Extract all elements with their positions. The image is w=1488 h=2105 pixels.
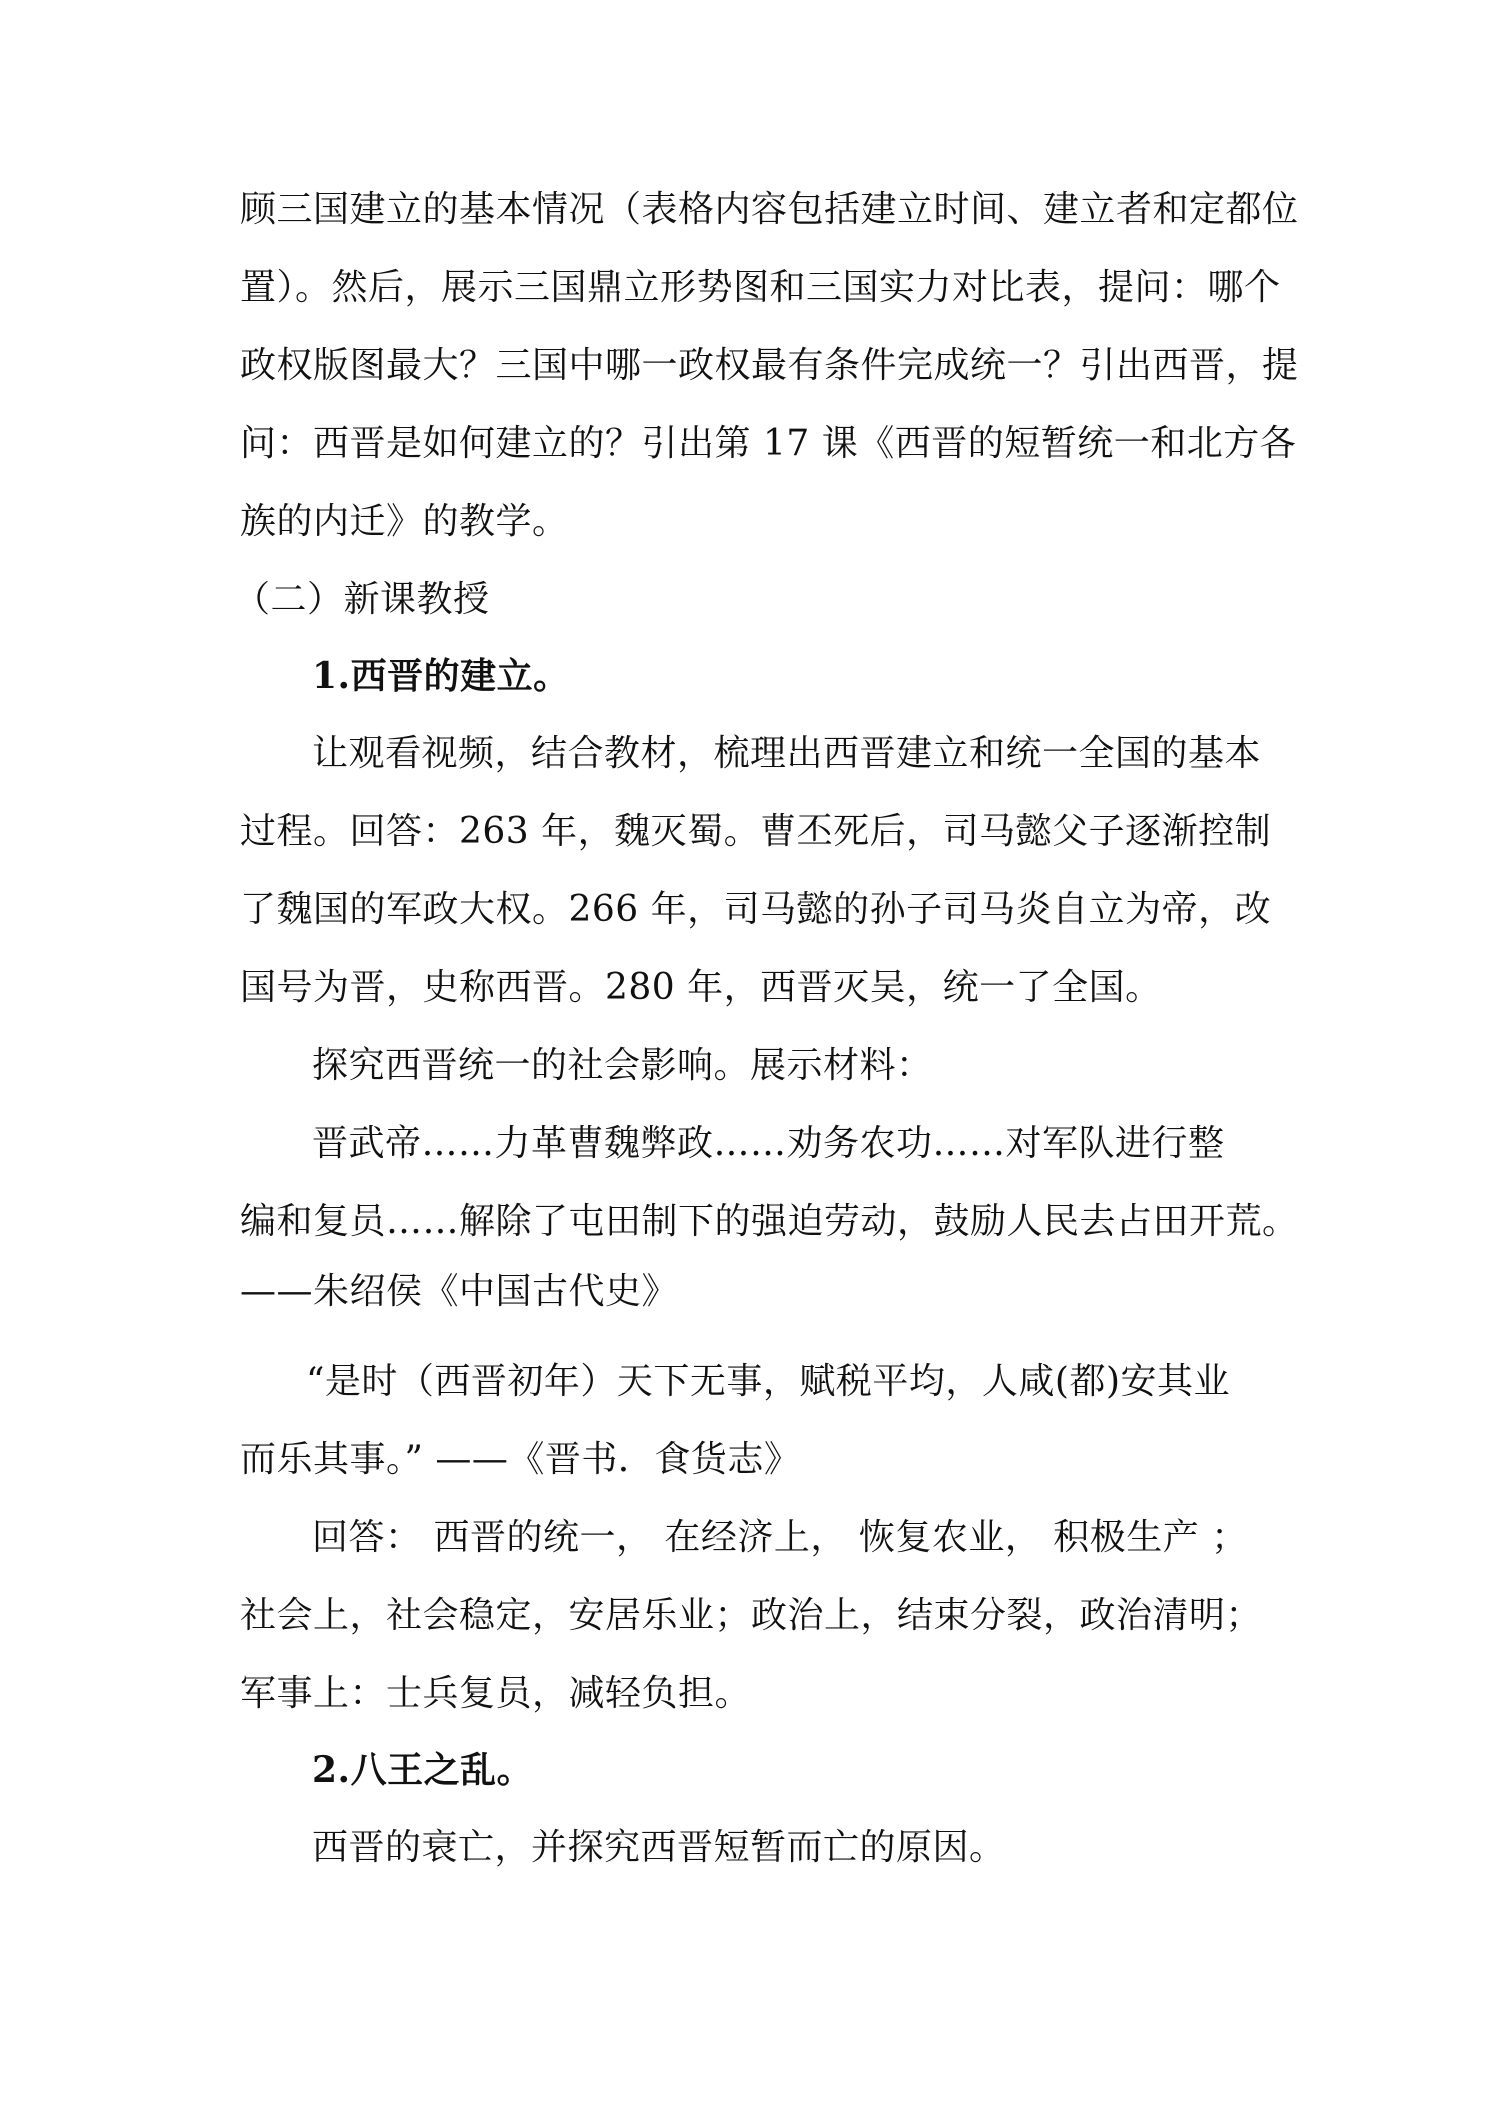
paragraph-line: 了魏国的军政大权。266 年，司马懿的孙子司马炎自立为帝，改 [240, 889, 1272, 930]
part-1-heading: 1.西晋的建立。 [312, 655, 570, 697]
intro-line: 顾三国建立的基本情况（表格内容包括建立时间、建立者和定都位 [240, 189, 1299, 230]
paragraph-line: 让观看视频，结合教材，梳理出西晋建立和统一全国的基本 [312, 733, 1262, 774]
intro-line: 政权版图最大？三国中哪一政权最有条件完成统一？引出西晋，提 [240, 345, 1299, 386]
quote-line: 而乐其事。” ——《晋书．食货志》 [240, 1439, 801, 1480]
intro-line: 置）。然后，展示三国鼎立形势图和三国实力对比表，提问：哪个 [240, 267, 1281, 308]
paragraph-line: 国号为晋，史称西晋。280 年，西晋灭吴，统一了全国。 [240, 967, 1162, 1008]
section-heading: （二）新课教授 [234, 579, 490, 620]
intro-line: 问：西晋是如何建立的？引出第 17 课《西晋的短暂统一和北方各 [240, 423, 1297, 464]
quote-line: “是时（西晋初年）天下无事，赋税平均，人咸(都)安其业 [306, 1361, 1230, 1402]
quote-line: 编和复员……解除了屯田制下的强迫劳动，鼓励人民去占田开荒。 [240, 1201, 1299, 1242]
answer-line: 社会上，社会稳定，安居乐业；政治上，结束分裂，政治清明； [240, 1595, 1263, 1636]
intro-line: 族的内迁》的教学。 [240, 501, 569, 542]
quote-line: 晋武帝……力革曹魏弊政……劝务农功……对军队进行整 [312, 1123, 1225, 1164]
paragraph-line: 探究西晋统一的社会影响。展示材料： [312, 1045, 933, 1086]
part-2-heading: 2.八王之乱。 [312, 1749, 534, 1791]
quote-source: ——朱绍侯《中国古代史》 [240, 1271, 679, 1312]
answer-line: 军事上：士兵复员，减轻负担。 [240, 1673, 752, 1714]
paragraph-line: 西晋的衰亡，并探究西晋短暂而亡的原因。 [312, 1827, 1006, 1868]
paragraph-line: 过程。回答：263 年，魏灭蜀。曹丕死后，司马懿父子逐渐控制 [240, 811, 1272, 852]
answer-line: 回答： 西晋的统一， 在经济上， 恢复农业， 积极生产 ； [312, 1517, 1248, 1558]
